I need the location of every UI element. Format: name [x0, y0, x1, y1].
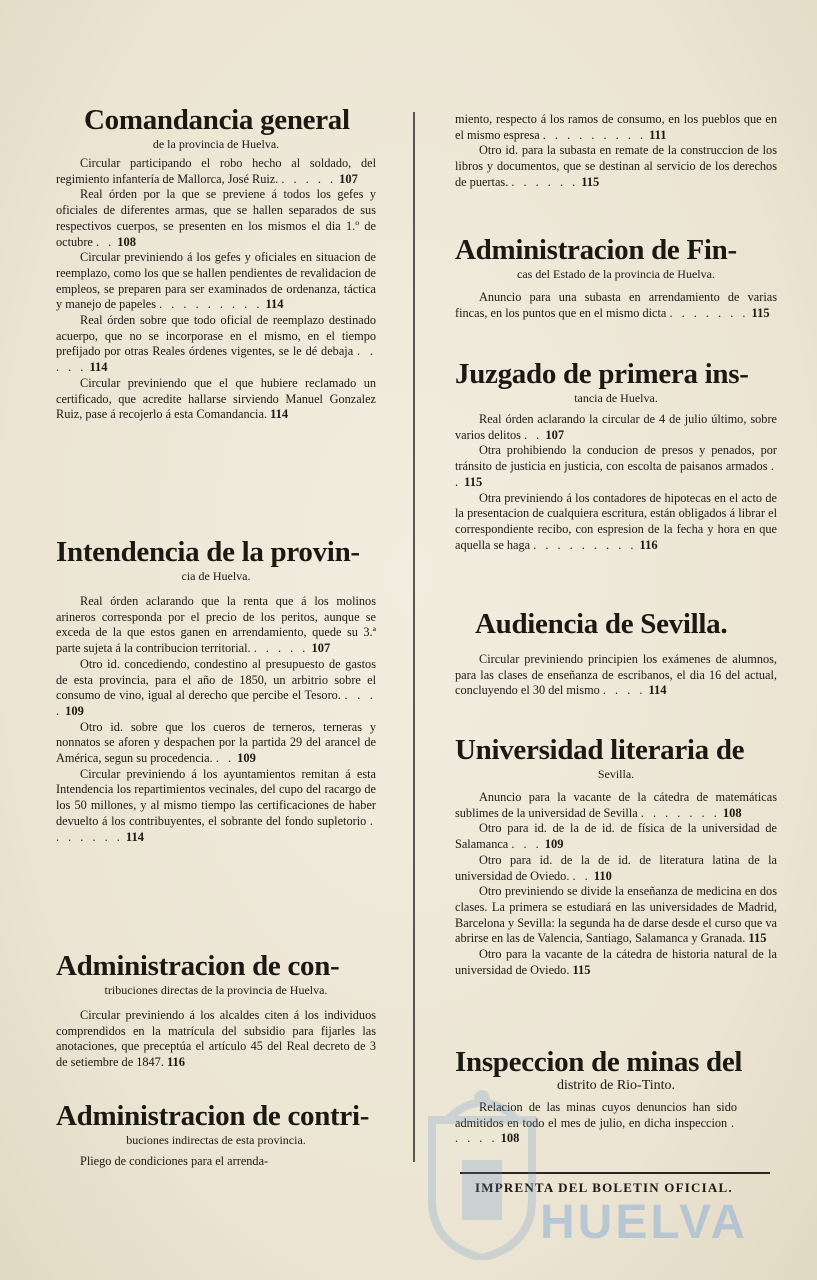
section-title: Administracion de contri- — [56, 1100, 370, 1132]
index-entry: Real órden aclarando que la renta que á los molinos arineros corresponda por el precio de los peritos, aunque se exceda de la que estos ganen en arrendamiento, quede su 3.ª parte sujeta á la contribucion territorial. . . . . . 107 — [56, 594, 376, 656]
index-entry: Circular previniendo á los alcaldes citen á los individuos comprendidos en la matrícula del subsidio para fijarles las anotaciones, que preceptúa el artículo 45 del Real decreto de 3 de setiembre de 1847. 116 — [56, 1008, 376, 1070]
section-subtitle: cas del Estado de la provincia de Huelva. — [517, 267, 715, 281]
index-entry: Otro para id. de la de id. de literatura latina de la universidad de Oviedo. . . 110 — [455, 852, 777, 883]
imprint: IMPRENTA DEL BOLETIN OFICIAL. — [475, 1180, 733, 1195]
index-entries — [56, 1008, 376, 1071]
section-title: Intendencia de la provin- — [56, 536, 360, 568]
index-entries — [455, 412, 777, 553]
section-comandancia — [56, 104, 376, 423]
index-entry: Otra prohibiendo la conducion de presos y penados, por tránsito de justicia en justicia, con escolta de paisanos armados . . 115 — [455, 443, 777, 489]
index-entry: Circular participando el robo hecho al soldado, del regimiento infantería de Mallorca, José Ruiz. . . . . . 107 — [56, 156, 376, 186]
section-contribuciones-directas — [56, 950, 376, 1071]
section-subtitle: de la provincia de Huelva. — [152, 137, 280, 151]
index-entry: Real órden aclarando la circular de 4 de julio último, sobre varios delitos . . 107 — [455, 412, 777, 442]
index-entry: Otro para id. de la de id. de física de la universidad de Salamanca . . . 109 — [455, 821, 777, 852]
index-entries — [56, 1154, 376, 1170]
index-entry: Anuncio para una subasta en arrendamiento de varias fincas, en los puntos que en el mismo dicta . . . . . . . 115 — [455, 290, 777, 320]
section-juzgado — [455, 358, 777, 553]
watermark-text: HUELVA — [540, 1196, 749, 1249]
index-entry: Pliego de condiciones para el arrenda- — [80, 1154, 269, 1168]
index-entries — [455, 290, 777, 321]
section-subtitle: tancia de Huelva. — [574, 391, 658, 405]
index-entry: miento, respecto á los ramos de consumo, en los pueblos que en el mismo espresa . . . . . . . . . 111 — [455, 112, 777, 142]
section-title: Audiencia de Sevilla. — [475, 608, 728, 640]
column-divider — [413, 112, 415, 1162]
index-entries — [455, 652, 777, 699]
index-entries — [56, 156, 376, 423]
section-title: Inspeccion de minas del — [455, 1046, 743, 1078]
index-entry: Circular previniendo que el que hubiere reclamado un certificado, que acredite hallarse sirviendo Manuel Gonzalez Ruiz, pase á recojerlo á esta Comandancia. 114 — [56, 375, 376, 422]
section-intendencia — [56, 536, 376, 845]
index-entry: Anuncio para la vacante de la cátedra de matemáticas sublimes de la universidad de Sevilla . . . . . . . 108 — [455, 790, 777, 820]
section-audiencia — [455, 608, 777, 699]
section-subtitle: Sevilla. — [597, 767, 635, 781]
section-title: Universidad literaria de — [455, 734, 745, 766]
index-entries — [56, 594, 376, 845]
index-entry: Otro id. concediendo, condestino al presupuesto de gastos de esta provincia, para el año de 1850, un arbitrio sobre el consumo de vino, igual al derecho que percibe el Tesoro. . . . . 109 — [56, 656, 376, 718]
shield-icon — [412, 1080, 552, 1260]
section-title: Administracion de con- — [56, 950, 340, 982]
index-entry: Relacion de las minas cuyos denuncios han sido admitidos en todo el mes de julio, en dicha inspeccion . . . . . 108 — [455, 1100, 738, 1146]
index-entry: Real órden sobre que todo oficial de reemplazo destinado acuerpo, que no se incorporase en el mismo, en el tiempo prefijado por otras Reales órdenes vigentes, se le dé debaja . . . . . 114 — [56, 313, 376, 375]
section-universidad — [455, 734, 777, 978]
index-entry: Otro id. para la subasta en remate de la construccion de los libros y documentos, que se destinan al servicio de los derechos de puertas. . . . . . . 115 — [455, 143, 777, 189]
index-entries — [455, 790, 777, 978]
section-contribuciones-indirectas — [56, 1100, 376, 1170]
index-entry: Circular previniendo á los ayuntamientos remitan á esta Intendencia los repartimientos vecinales, del cupo del racargo de los 50 millones, y al mismo tiempo las certificaciones de haber devuelto á los contribuyentes, el sobrante del fondo supletorio . . . . . . . 114 — [56, 766, 376, 844]
index-entries — [455, 112, 777, 191]
index-entry: Real órden por la que se previene á todos los gefes y oficiales de diferentes armas, que se hallen separados de sus respectivos cuerpos, se presenten en los mismos el dia 1.º de octubre . . 108 — [56, 187, 376, 249]
index-entry: Circular previniendo principien los exámenes de alumnos, para las clases de enseñanza de escribanos, el dia 16 del actual, concluyendo el 30 del mismo . . . . 114 — [455, 652, 777, 698]
section-title: Administracion de Fin- — [455, 234, 737, 266]
section-title: Juzgado de primera ins- — [455, 358, 749, 390]
section-subtitle: buciones indirectas de esta provincia. — [126, 1133, 306, 1147]
section-title: Comandancia general — [84, 104, 350, 136]
section-subtitle: tribuciones directas de la provincia de Huelva. — [104, 983, 328, 997]
section-subtitle: cia de Huelva. — [181, 569, 251, 583]
index-entry: Otra previniendo á los contadores de hipotecas en el acto de la presentacion de cualquiera escritura, están obligados á librar el correspondiente recibo, con espresion de la fecha y hora en que aquella se haga . . . . . . . . . 116 — [455, 490, 777, 552]
index-entry: Otro previniendo se divide la enseñanza de medicina en dos clases. La primera se estudiará en las universidades de Madrid, Barcelona y Sevilla: la segunda ha de darse desde el curso que va abrirse en las de Valencia, Santiago, Salamanca y Granada. 115 — [455, 884, 777, 946]
section-subtitle: distrito de Rio-Tinto. — [556, 1078, 676, 1093]
section-fincas — [455, 234, 777, 321]
index-entry: Otro id. sobre que los cueros de terneros, terneras y nonnatos se aforen y despachen por la partida 29 del arancel de América, segun su procedencia. . . 109 — [56, 719, 376, 766]
section-continuation — [455, 112, 777, 191]
index-entry: Circular previniendo á los gefes y oficiales en situacion de reemplazo, como los que se hallen pendientes de revalidacion de empleos, se preparen para ser examinados de ordenanza, táctica y manejo de papeles . . . . . . . . . 114 — [56, 250, 376, 312]
index-entry: Otro para la vacante de la cátedra de historia natural de la universidad de Oviedo. 115 — [455, 947, 777, 977]
